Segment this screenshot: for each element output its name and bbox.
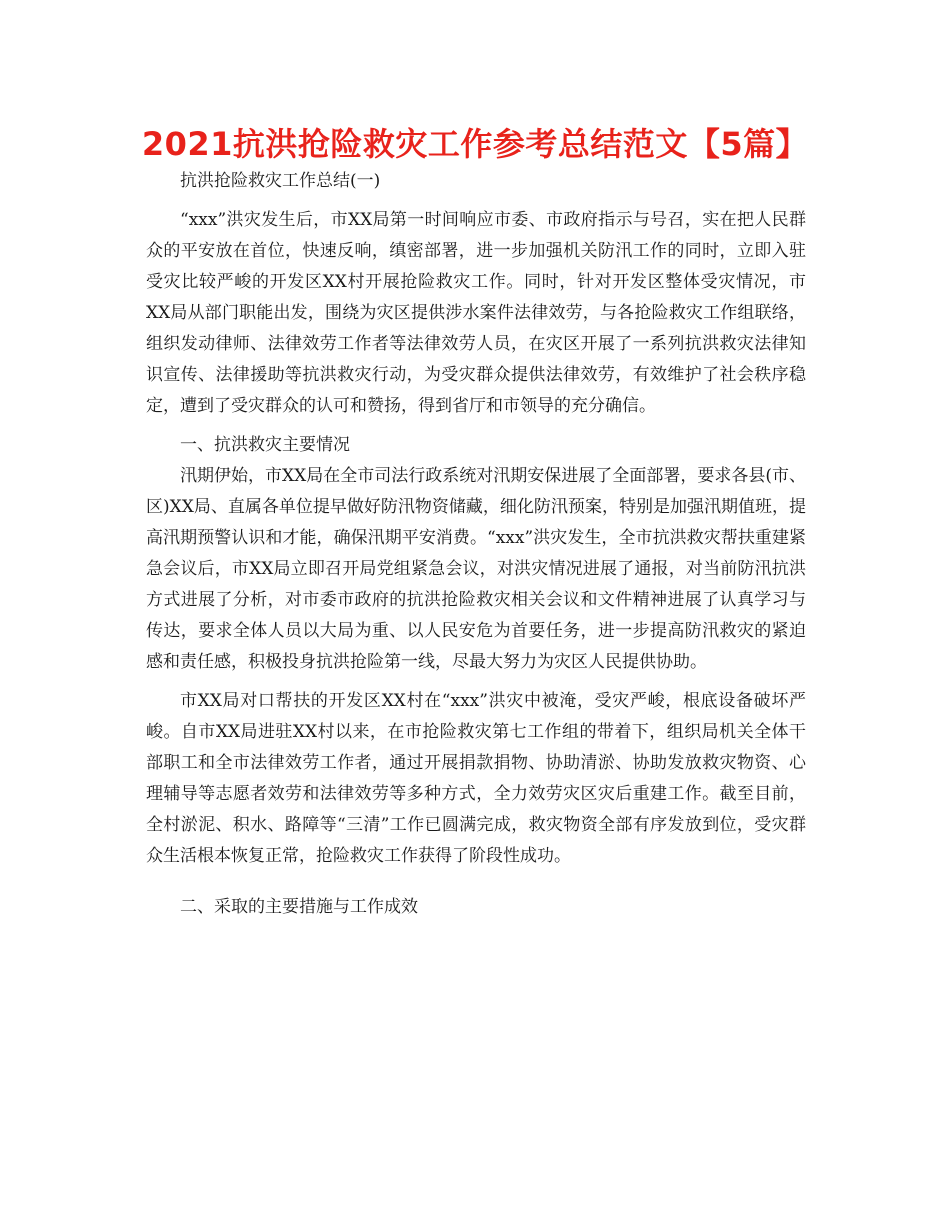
section-heading-2: 二、采取的主要措施与工作成效 xyxy=(180,897,418,917)
section-heading-1: 一、抗洪救灾主要情况 xyxy=(180,435,350,455)
paragraph-intro: “xxx”洪灾发生后，市XX局第一时间响应市委、市政府指示与号召，实在把人民群众的平安放在首位，快速反响，缜密部署，进一步加强机关防汛工作的同时，立即入驻受灾比较严峻的开发区XX村开展抢险救灾工作。同时，针对开发区整体受灾情况，市XX局从部门职能出发，围绕为灾区提供涉水案件法律效劳，与各抢险救灾工作组联络，组织发动律师、法律效劳工作者等法律效劳人员，在灾区开展了一系列抗洪救灾法律知识宣传、法律援助等抗洪救灾行动，为受灾群众提供法律效劳，有效维护了社会秩序稳定，遭到了受灾群众的认可和赞扬，得到省厅和市领导的充分确信。 xyxy=(146,210,806,416)
document-body xyxy=(146,166,806,923)
paragraph-village-support: 市XX局对口帮扶的开发区XX村在“xxx”洪灾中被淹，受灾严峻，根底设备破坏严峻。自市XX局进驻XX村以来，在市抢险救灾第七工作组的带着下，组织局机关全体干部职工和全市法律效劳工作者，通过开展捐款捐物、协助清淤、协助发放救灾物资、心理辅导等志愿者效劳和法律效劳等多种方式，全力效劳灾区灾后重建工作。截至目前，全村淤泥、积水、路障等“三清”工作已圆满完成，救灾物资全部有序发放到位，受灾群众生活根本恢复正常，抢险救灾工作获得了阶段性成功。 xyxy=(146,691,806,866)
document-subtitle: 抗洪抢险救灾工作总结(一) xyxy=(180,171,381,191)
paragraph-flood-season: 汛期伊始，市XX局在全市司法行政系统对汛期安保进展了全面部署，要求各县(市、区)XX局、直属各单位提早做好防汛物资储藏，细化防汛预案，特别是加强汛期值班，提高汛期预警认识和才能，确保汛期平安消费。“xxx”洪灾发生，全市抗洪救灾帮扶重建紧急会议后，市XX局立即召开局党组紧急会议，对洪灾情况进展了通报，对当前防汛抗洪方式进展了分析，对市委市政府的抗洪抢险救灾相关会议和文件精神进展了认真学习与传达，要求全体人员以大局为重、以人民安危为首要任务，进一步提高防汛救灾的紧迫感和责任感，积极投身抗洪抢险第一线，尽最大努力为灾区人民提供协助。 xyxy=(146,466,806,672)
document-title: 2021抗洪抢险救灾工作参考总结范文【5篇】 xyxy=(141,125,809,163)
